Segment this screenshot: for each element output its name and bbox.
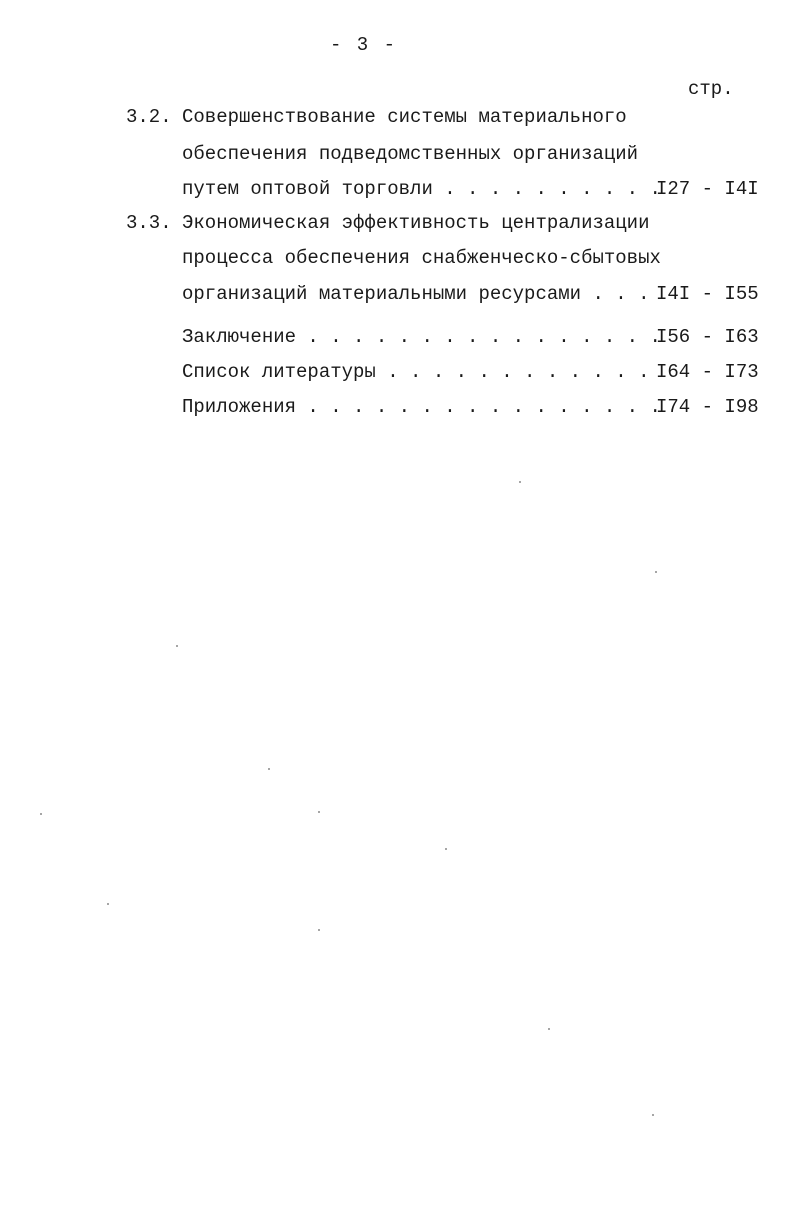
scan-speck [655,571,657,573]
toc-entry-title-line: процесса обеспечения снабженческо-сбытовых [182,247,661,269]
toc-entry-pages: I74 - I98 [656,396,759,418]
scan-speck [548,1028,550,1030]
scan-speck [107,903,109,905]
pages-column-label: стр. [688,78,734,100]
toc-entry-pages: I56 - I63 [656,326,759,348]
scan-speck [268,768,270,770]
toc-entry-pages: I64 - I73 [656,361,759,383]
scan-speck [40,813,42,815]
toc-entry-number: 3.2. [126,106,172,128]
scan-speck [445,848,447,850]
toc-entry-title-line: Заключение . . . . . . . . . . . . . . . . [182,326,661,348]
page-number: - 3 - [330,34,398,56]
scan-speck [519,481,521,483]
toc-entry-title-line: Совершенствование системы материального [182,106,627,128]
scan-speck [318,929,320,931]
toc-entry-title-line: организаций материальными ресурсами . . . [182,283,650,305]
toc-entry-title-line: путем оптовой торговли . . . . . . . . . . [182,178,661,200]
toc-entry-number: 3.3. [126,212,172,234]
toc-entry-pages: I27 - I4I [656,178,759,200]
scan-speck [318,811,320,813]
scan-speck [652,1114,654,1116]
scan-speck [176,645,178,647]
toc-entry-pages: I4I - I55 [656,283,759,305]
toc-entry-title-line: обеспечения подведомственных организаций [182,143,639,165]
toc-entry-title-line: Экономическая эффективность централизации [182,212,650,234]
toc-entry-title-line: Список литературы . . . . . . . . . . . . [182,361,650,383]
toc-entry-title-line: Приложения . . . . . . . . . . . . . . . . [182,396,661,418]
